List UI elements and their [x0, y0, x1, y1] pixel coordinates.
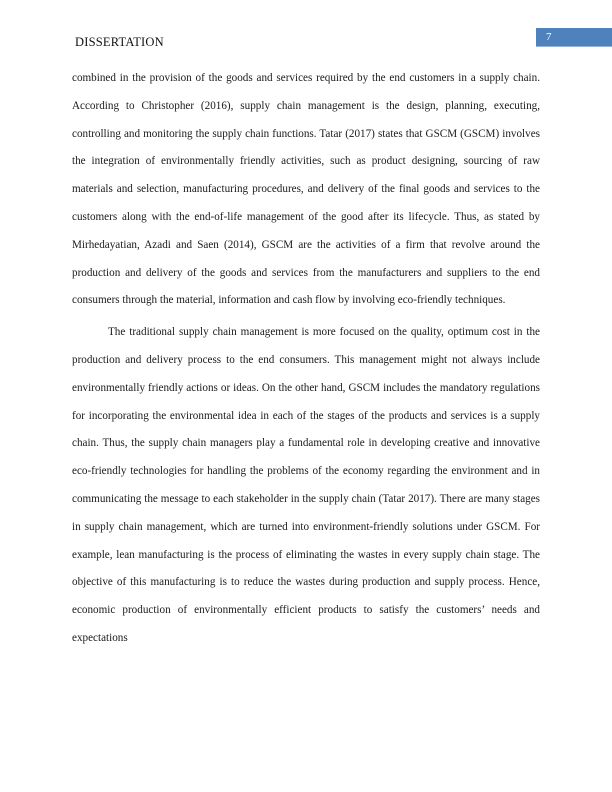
header-rule	[536, 46, 612, 47]
page-number-tab	[536, 28, 612, 46]
running-header-title: DISSERTATION	[75, 35, 164, 49]
body-text	[72, 65, 540, 653]
paragraph-1: combined in the provision of the goods and services required by the end customers in a supply chain. According to Christopher (2016), supply chain management is the design, planning, executing, controlling and monitoring the supply chain functions. Tatar (2017) states that GSCM (GSCM) involves the integration of environmentally friendly activities, such as product designing, sourcing of raw materials and selection, manufacturing procedures, and delivery of the final goods and services to the customers along with the end-of-life management of the good after its lifecycle. Thus, as stated by Mirhedayatian, Azadi and Saen (2014), GSCM are the activities of a firm that revolve around the production and delivery of the goods and services from the manufacturers and suppliers to the end consumers through the material, information and cash flow by involving eco-friendly techniques.	[72, 72, 540, 307]
page-number: 7	[546, 31, 552, 43]
paragraph-2: The traditional supply chain management is more focused on the quality, optimum cost in the production and delivery process to the end consumers. This management might not always include environmentally friendly actions or ideas. On the other hand, GSCM includes the mandatory regulations for incorporating the environmental idea in each of the stages of the products and services is a supply chain. Thus, the supply chain managers play a fundamental role in developing creative and innovative eco-friendly technologies for handling the problems of the economy regarding the environment and in communicating the message to each stakeholder in the supply chain (Tatar 2017). There are many stages in supply chain management, which are turned into environment-friendly solutions under GSCM. For example, lean manufacturing is the process of eliminating the wastes in every supply chain stage. The objective of this manufacturing is to reduce the wastes during production and supply process. Hence, economic production of environmentally efficient products to satisfy the customers’ needs and expectations	[72, 326, 540, 644]
